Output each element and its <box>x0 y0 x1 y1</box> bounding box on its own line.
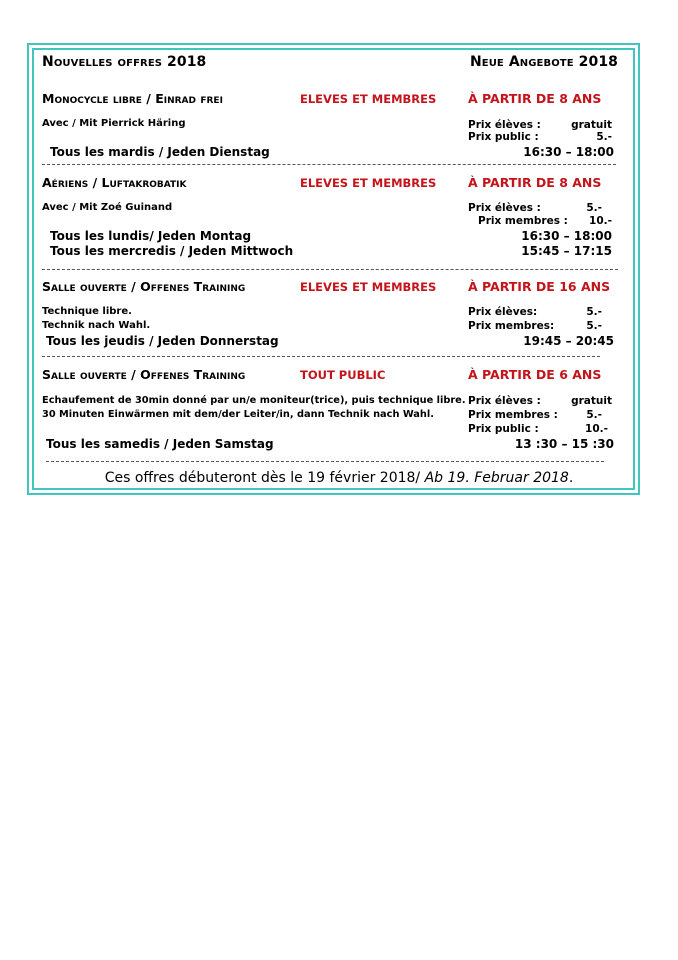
section-4-schedule-day: Tous les samedis / Jeden Samstag <box>46 437 274 451</box>
section-2-price-label-2: Prix membres : <box>478 215 568 227</box>
section-2-instructor: Avec / Mit Zoé Guinand <box>42 202 173 213</box>
section-3-price-label-2: Prix membres: <box>468 320 555 332</box>
section-3-desc-fr: Technique libre. <box>42 306 132 317</box>
section-3-schedule-time: 19:45 – 20:45 <box>523 334 614 348</box>
section-1-price-label-1: Prix élèves : <box>468 119 541 131</box>
section-4-desc-fr: Echaufement de 30min donné par un/e moniteur(trice), puis technique libre. <box>42 395 466 406</box>
section-4-price-label-3: Prix public : <box>468 423 539 435</box>
section-2-schedule-day-2: Tous les mercredis / Jeden Mittwoch <box>50 244 294 258</box>
section-1-price-label-2: Prix public : <box>468 131 539 143</box>
section-2-price-value-2: 10.- <box>589 215 612 227</box>
section-divider <box>42 356 600 357</box>
section-3-title: Salle ouverte / Offenes Training <box>42 279 246 294</box>
section-4-price-label-1: Prix élèves : <box>468 395 541 407</box>
section-4-price-value-3: 10.- <box>585 423 608 435</box>
section-3-desc-de: Technik nach Wahl. <box>42 320 151 331</box>
section-2-schedule-time-2: 15:45 – 17:15 <box>521 244 612 258</box>
header-title-fr: Nouvelles offres 2018 <box>42 54 207 70</box>
section-1-price-value-1: gratuit <box>571 119 612 131</box>
section-1-age: À PARTIR DE 8 ANS <box>468 91 602 106</box>
section-3-price-value-2: 5.- <box>586 320 602 332</box>
section-1-schedule-day: Tous les mardis / Jeden Dienstag <box>50 145 270 159</box>
section-1-price-value-2: 5.- <box>596 131 612 143</box>
section-1-title: Monocycle libre / Einrad frei <box>42 91 223 106</box>
section-2-price-label-1: Prix élèves : <box>468 202 541 214</box>
start-date-fr: Ces offres débuteront dès le 19 février 2018/ <box>104 470 425 486</box>
header-title-de: Neue Angebote 2018 <box>469 54 618 70</box>
section-3-age: À PARTIR DE 16 ANS <box>468 279 611 294</box>
section-1-audience: ELEVES ET MEMBRES <box>300 92 437 106</box>
section-2-title: Aériens / Luftakrobatik <box>42 175 187 190</box>
section-2-schedule-day-1: Tous les lundis/ Jeden Montag <box>50 229 252 243</box>
section-4-audience: TOUT PUBLIC <box>300 368 386 382</box>
section-4-age: À PARTIR DE 6 ANS <box>468 367 602 382</box>
section-4-title: Salle ouverte / Offenes Training <box>42 367 246 382</box>
section-2-schedule-time-1: 16:30 – 18:00 <box>521 229 612 243</box>
section-4-price-value-1: gratuit <box>571 395 612 407</box>
section-3-audience: ELEVES ET MEMBRES <box>300 280 437 294</box>
start-date-end: . <box>568 470 574 486</box>
section-3-price-label-1: Prix élèves: <box>468 306 538 318</box>
start-date-de: Ab 19. Februar 2018 <box>424 470 569 486</box>
section-divider <box>46 461 604 462</box>
section-4-desc-de: 30 Minuten Einwärmen mit dem/der Leiter/in, dann Technik nach Wahl. <box>42 409 434 420</box>
section-2-audience: ELEVES ET MEMBRES <box>300 176 437 190</box>
section-3-schedule-day: Tous les jeudis / Jeden Donnerstag <box>46 334 279 348</box>
section-1-instructor: Avec / Mit Pierrick Häring <box>42 118 186 129</box>
section-divider <box>42 269 618 270</box>
start-date-note <box>0 470 678 486</box>
section-4-schedule-time: 13 :30 – 15 :30 <box>514 437 614 451</box>
section-2-age: À PARTIR DE 8 ANS <box>468 175 602 190</box>
section-4-price-value-2: 5.- <box>586 409 602 421</box>
section-4-price-label-2: Prix membres : <box>468 409 558 421</box>
section-divider <box>42 164 616 165</box>
section-1-schedule-time: 16:30 – 18:00 <box>523 145 614 159</box>
section-2-price-value-1: 5.- <box>586 202 602 214</box>
section-3-price-value-1: 5.- <box>586 306 602 318</box>
